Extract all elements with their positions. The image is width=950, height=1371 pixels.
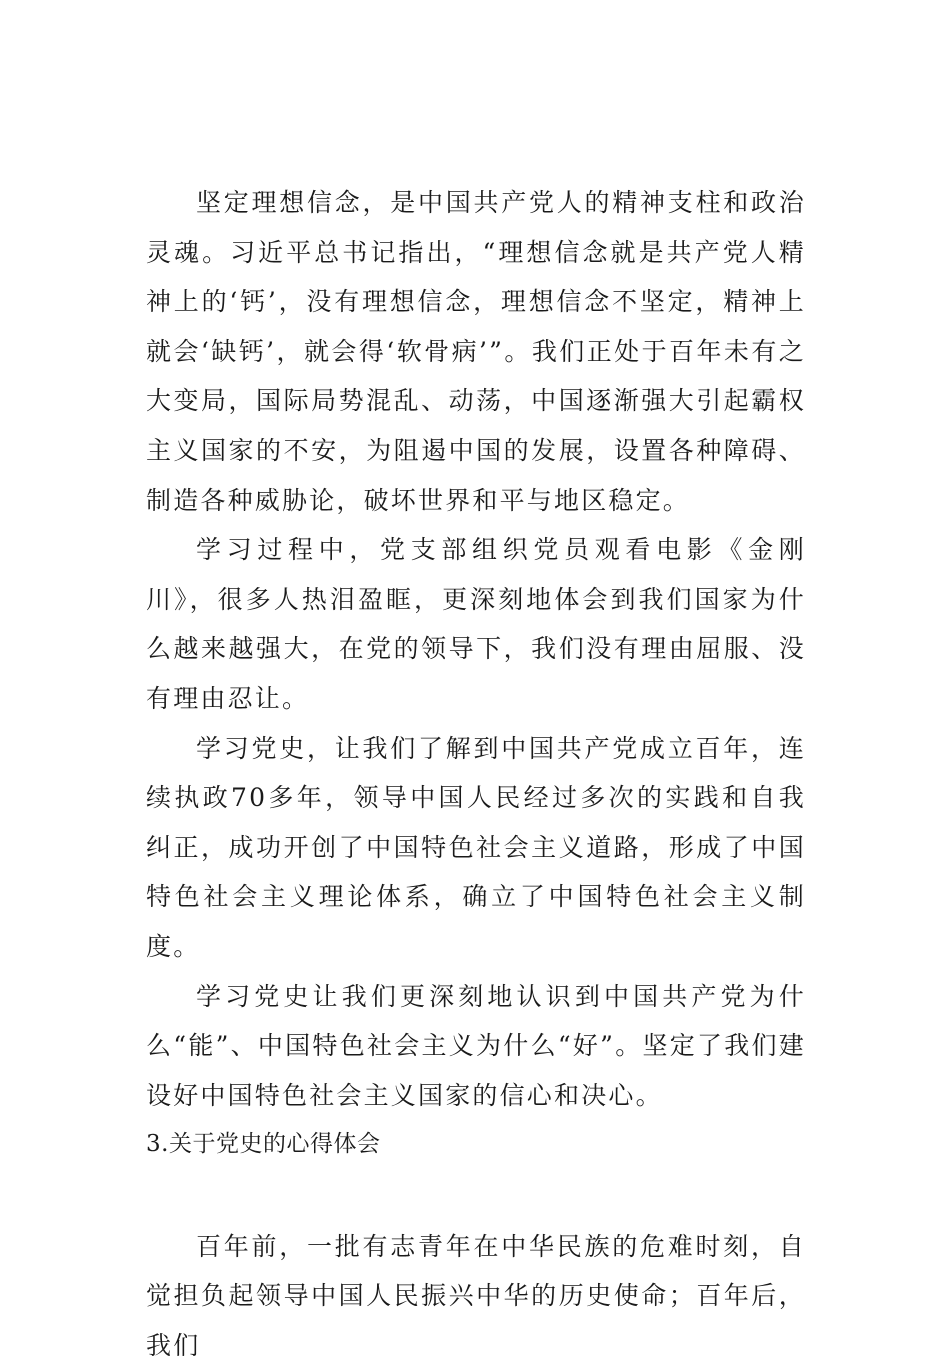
document-body (146, 178, 806, 1371)
paragraph-ideals: 坚定理想信念，是中国共产党人的精神支柱和政治灵魂。习近平总书记指出，“理想信念就是共产党人精神上的‘钙’，没有理想信念，理想信念不坚定，精神上就会‘缺钙’，就会得‘软骨病’”。我们正处于百年未有之大变局，国际局势混乱、动荡，中国逐渐强大引起霸权主义国家的不安，为阻遏中国的发展，设置各种障碍、制造各种威胁论，破坏世界和平与地区稳定。 (146, 188, 806, 515)
section-gap (146, 1170, 806, 1222)
paragraph-confidence: 学习党史让我们更深刻地认识到中国共产党为什么“能”、中国特色社会主义为什么“好”。坚定了我们建设好中国特色社会主义国家的信心和决心。 (146, 981, 806, 1110)
section-heading: 3.关于党史的心得体会 (146, 1131, 381, 1158)
paragraph-film: 学习过程中，党支部组织党员观看电影《金刚川》，很多人热泪盈眶，更深刻地体会到我们国家为什么越来越强大，在党的领导下，我们没有理由屈服、没有理由忍让。 (146, 535, 806, 713)
paragraph-century: 百年前，一批有志青年在中华民族的危难时刻，自觉担负起领导中国人民振兴中华的历史使命；百年后，我们 (146, 1231, 806, 1361)
paragraph-history: 学习党史，让我们了解到中国共产党成立百年，连续执政70多年，领导中国人民经过多次的实践和自我纠正，成功开创了中国特色社会主义道路，形成了中国特色社会主义理论体系，确立了中国特色社会主义制度。 (146, 733, 806, 961)
